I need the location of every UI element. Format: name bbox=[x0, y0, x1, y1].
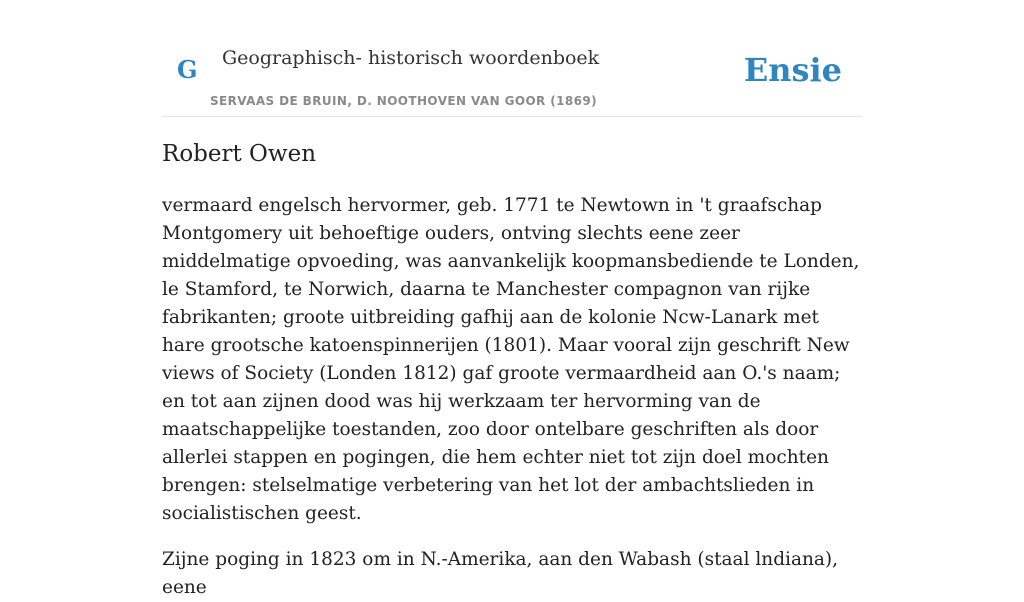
ensie-brand-link[interactable]: Ensie bbox=[743, 51, 842, 89]
entry-title: Robert Owen bbox=[162, 141, 317, 167]
page-header bbox=[162, 0, 862, 117]
article bbox=[162, 136, 862, 602]
book-authors: SERVAAS DE BRUIN, D. NOOTHOVEN VAN GOOR (1869) bbox=[210, 94, 598, 108]
article-paragraph: vermaard engelsch hervormer, geb. 1771 te Newtown in 't graafschap Montgomery uit behoeftige ouders, ontving slechts eene zeer middelmatige opvoeding, was aanvankelijk koopmansbediende te Londen, le Stamford, te Norwich, daarna te Manchester compagnon van rijke fabrikanten; groote uitbreiding gafhij aan de kolonie Ncw-Lanark met hare grootsche katoenspinnerijen (1801). Maar vooral zijn geschrift New views of Society (Londen 1812) gaf groote vermaardheid aan O.'s naam; en tot aan zijnen dood was hij werkzaam ter hervorming van de maatschappelijke toestanden, zoo door ontelbare geschriften als door allerlei stappen en pogingen, die hem echter niet tot zijn doel mochten brengen: stelselmatige verbetering van het lot der ambachtslieden in socialistischen geest. bbox=[162, 195, 860, 524]
book-logo-icon[interactable]: G bbox=[177, 55, 198, 84]
book-title-link[interactable]: Geographisch- historisch woordenboek bbox=[222, 47, 600, 69]
article-paragraph: Zijne poging in 1823 om in N.-Amerika, aan den Wabash (staal lndiana), eene bbox=[162, 549, 839, 598]
